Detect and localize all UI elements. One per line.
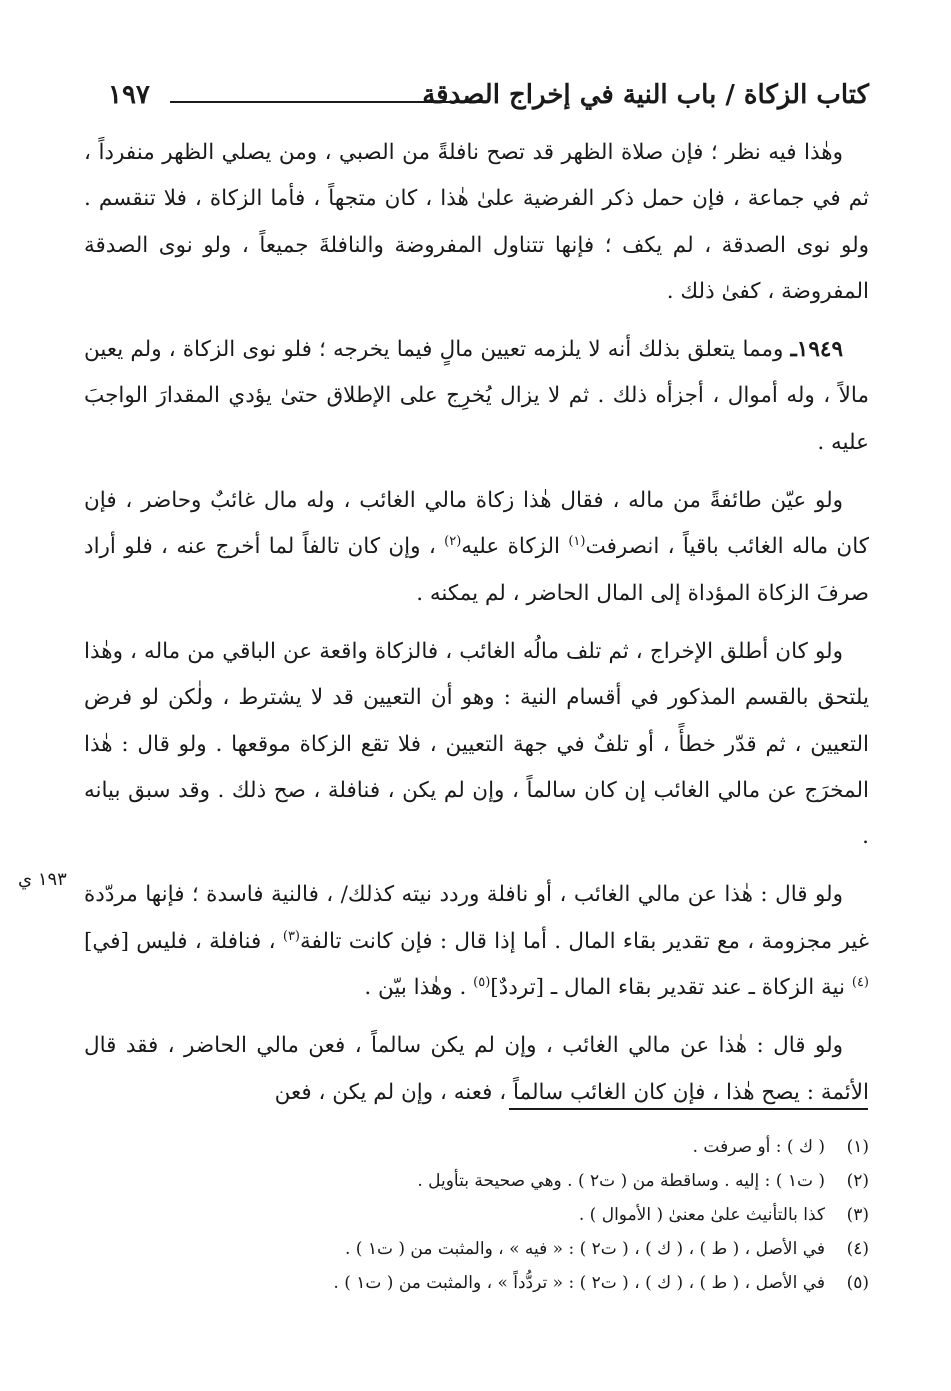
- paragraph-text: الزكاة عليه: [461, 534, 569, 560]
- footnotes: [84, 1130, 869, 1300]
- paragraph: [84, 629, 869, 860]
- paragraph: [84, 478, 869, 617]
- paragraph-text: وهٰذا فيه نظر ؛ فإن صلاة الظهر قد تصح نافلةً من الصبي ، ومن يصلي الظهر منفرداً ، ثم في جماعة ، فإن حمل ذكر الفرضية علىٰ هٰذا ، كان متجهاً ، فأما الزكاة ، فلا تنقسم . ولو نوى الصدقة ، لم يكف ؛ فإنها تتناول المفروضة والنافلةَ جميعاً ، ولو نوى الصدقة المفروضة ، كفىٰ ذلك .: [84, 140, 869, 304]
- footnote-text: ( ت١ ) : إليه . وساقطة من ( ت٢ ) . وهي صحيحة بتأويل .: [417, 1171, 825, 1191]
- paragraph-text: نية الزكاة ـ عند تقدير بقاء المال ـ [ترددٌ]: [490, 975, 852, 1001]
- paragraph: [84, 130, 869, 315]
- paragraph-number: ١٩٤٩ـ: [790, 337, 843, 363]
- footnote-marker[interactable]: (١): [568, 534, 586, 550]
- page-number: ١٩٧: [108, 80, 150, 110]
- footnote-marker[interactable]: (٢): [444, 534, 462, 550]
- footnote-number: (١): [846, 1137, 869, 1157]
- footnote-marker[interactable]: (٣): [282, 928, 300, 944]
- paragraph: [84, 1023, 869, 1116]
- margin-reference: ١٩٣ ي: [18, 869, 67, 890]
- running-header: [108, 78, 869, 118]
- footnote-marker[interactable]: (٤): [851, 974, 869, 990]
- paragraph-text: ومما يتعلق بذلك أنه لا يلزمه تعيين مالٍ فيما يخرجه ؛ فلو نوى الزكاة ، ولم يعين مالاً ، وله أموال ، أجزأه ذلك . ثم لا يزال يُخرِج على الإطلاق حتىٰ يؤدي المقدارَ الواجبَ عليه .: [84, 337, 869, 455]
- header-title: كتاب الزكاة / باب النية في إخراج الصدقة: [422, 80, 869, 110]
- footnote: [84, 1266, 869, 1300]
- footnote: [84, 1232, 869, 1266]
- paragraph-text: ، فنافلة ، فليس [في]: [84, 928, 283, 954]
- footnote-number: (٥): [846, 1273, 869, 1293]
- footnote-text: ( ك ) : أو صرفت .: [692, 1137, 825, 1157]
- body-text: [84, 130, 869, 1128]
- footnote-number: (٣): [846, 1205, 869, 1225]
- footnote-number: (٤): [846, 1239, 869, 1259]
- paragraph-text: . وهٰذا بيّن .: [364, 975, 474, 1001]
- footnote-text: في الأصل ، ( ط ) ، ( ك ) ، ( ت٢ ) : « تردُّداً » ، والمثبت من ( ت١ ) .: [333, 1273, 825, 1293]
- footnote-text: في الأصل ، ( ط ) ، ( ك ) ، ( ت٢ ) : « فيه » ، والمثبت من ( ت١ ) .: [345, 1239, 825, 1259]
- footnote: [84, 1198, 869, 1232]
- paragraph-text: ولو كان أطلق الإخراج ، ثم تلف مالُه الغائب ، فالزكاة واقعة عن الباقي من ماله ، وهٰذا يلتحق بالقسم المذكور في أقسام النية : وهو أن التعيين قد لا يشترط ، ولٰكن لو فرض التعيين ، ثم قدّر خطأً ، أو تلفٌ في جهة التعيين ، فلا تقع الزكاة موقعها . ولو قال : هٰذا المخرَج عن مالي الغائب إن كان سالماً ، وإن لم يكن ، فنافلة ، صح ذلك . وقد سبق بيانه .: [84, 638, 869, 850]
- footnote: [84, 1130, 869, 1164]
- paragraph-text: ولو عيّن طائفةً من ماله ، فقال هٰذا زكاة مالي الغائب ، وله مال غائبٌ وحاضر ، فإن كان ماله الغائب باقياً ، انصرفت: [84, 488, 869, 560]
- paragraph-text: ولو قال : هٰذا عن مالي الغائب ، أو نافلة وردد نيته كذلك/ ، فالنية فاسدة ؛ فإنها مردّدة غير مجزومة ، مع تقدير بقاء المال . أما إذا قال : فإن كانت تالفة: [84, 882, 869, 954]
- footnote-number: (٢): [846, 1171, 869, 1191]
- paragraph: [84, 327, 869, 466]
- footnote: [84, 1164, 869, 1198]
- footnote-text: كذا بالتأنيث علىٰ معنىٰ ( الأموال ) .: [578, 1205, 825, 1225]
- paragraph-text: ، وإن كان تالفاً لما أخرج عنه ، فلو أراد صرفَ الزكاة المؤداة إلى المال الحاضر ، لم يمكنه .: [84, 534, 869, 606]
- paragraph: [84, 872, 869, 1011]
- header-rule: [170, 101, 485, 103]
- footnote-marker[interactable]: (٥): [473, 974, 491, 990]
- paragraph-text: ولو قال : هٰذا عن مالي الغائب ، وإن لم يكن سالماً ، فعن مالي الحاضر ، فقد قال الأئمة : يصح هٰذا ، فإن كان الغائب سالماً ، فعنه ، وإن لم يكن ، فعن: [84, 1033, 869, 1105]
- footnote-separator: [509, 1108, 868, 1110]
